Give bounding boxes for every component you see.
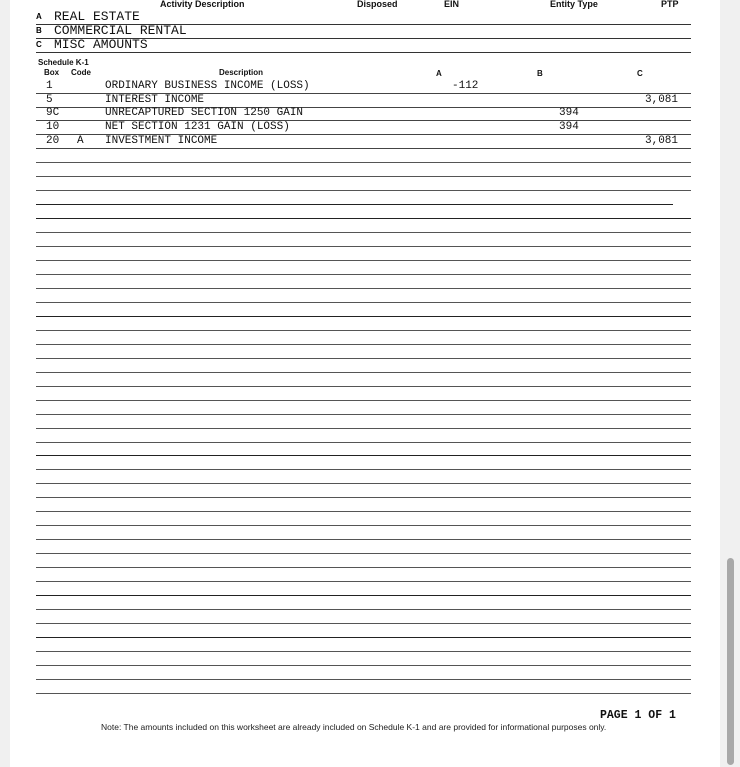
blank-line <box>36 288 691 289</box>
blank-line <box>36 483 691 484</box>
k1-header-a: A <box>436 69 442 78</box>
blank-line <box>36 469 691 470</box>
k1-header-code: Code <box>71 68 91 77</box>
k1-header-c: C <box>637 69 643 78</box>
blank-line <box>36 190 691 191</box>
activity-letter: B <box>36 26 42 35</box>
description-cell: NET SECTION 1231 GAIN (LOSS) <box>105 121 290 133</box>
description-cell: ORDINARY BUSINESS INCOME (LOSS) <box>105 80 310 92</box>
k1-header-b: B <box>537 69 543 78</box>
blank-line <box>36 386 691 387</box>
blank-line <box>36 442 691 443</box>
blank-line <box>36 232 691 233</box>
header-disposed: Disposed <box>357 0 398 9</box>
table-row <box>36 107 691 121</box>
blank-line <box>36 372 691 373</box>
table-row <box>36 80 691 94</box>
blank-line <box>36 581 691 582</box>
blank-line <box>36 455 691 456</box>
box-cell: 9C <box>46 107 60 119</box>
blank-line <box>36 567 691 568</box>
activity-letter: A <box>36 12 42 21</box>
description-cell: UNRECAPTURED SECTION 1250 GAIN <box>105 107 304 119</box>
blank-line <box>36 400 691 401</box>
amount-c-cell: 3,081 <box>645 135 679 147</box>
scrollbar-thumb[interactable] <box>727 558 734 765</box>
blank-line <box>36 344 691 345</box>
worksheet-page <box>10 0 720 767</box>
activity-name: REAL ESTATE <box>54 9 140 24</box>
header-entity-type: Entity Type <box>550 0 598 9</box>
activity-row <box>36 38 691 53</box>
blank-line <box>36 302 691 303</box>
blank-line <box>36 595 691 596</box>
page-number: PAGE 1 OF 1 <box>600 709 676 722</box>
amount-b-cell: 394 <box>559 107 579 119</box>
box-cell: 1 <box>46 80 53 92</box>
blank-line <box>36 428 691 429</box>
blank-line <box>36 274 691 275</box>
table-row <box>36 94 691 108</box>
blank-line <box>36 414 691 415</box>
box-cell: 5 <box>46 94 53 106</box>
blank-line <box>36 553 691 554</box>
blank-line <box>36 511 691 512</box>
header-activity-description: Activity Description <box>160 0 245 9</box>
blank-line <box>36 665 691 666</box>
blank-line <box>36 316 691 317</box>
blank-line <box>36 497 691 498</box>
blank-line <box>36 246 691 247</box>
blank-line <box>36 162 691 163</box>
blank-line <box>36 679 691 680</box>
activity-letter: C <box>36 40 42 49</box>
k1-section-title: Schedule K-1 <box>38 58 89 67</box>
header-ein: EIN <box>444 0 460 9</box>
k1-header-box: Box <box>44 68 60 77</box>
blank-line <box>36 260 691 261</box>
description-cell: INTEREST INCOME <box>105 94 205 106</box>
blank-line <box>36 218 691 219</box>
header-ptp: PTP <box>661 0 679 9</box>
activity-name: MISC AMOUNTS <box>54 37 148 52</box>
blank-line <box>36 330 691 331</box>
amount-b-cell: 394 <box>559 121 579 133</box>
blank-line <box>36 525 691 526</box>
amount-a-cell: -112 <box>452 80 479 92</box>
code-cell: A <box>77 135 84 147</box>
blank-line <box>36 358 691 359</box>
blank-line <box>36 623 691 624</box>
description-cell: INVESTMENT INCOME <box>105 135 218 147</box>
blank-line <box>36 204 673 205</box>
blank-line <box>36 693 691 694</box>
table-row <box>36 121 691 135</box>
box-cell: 10 <box>46 121 60 133</box>
box-cell: 20 <box>46 135 60 147</box>
footer-note: Note: The amounts included on this worksheet are already included on Schedule K-1 and are provided for informational purposes only. <box>101 722 607 732</box>
blank-line <box>36 651 691 652</box>
activity-name: COMMERCIAL RENTAL <box>54 23 187 38</box>
table-row <box>36 135 691 149</box>
amount-c-cell: 3,081 <box>645 94 679 106</box>
blank-line <box>36 609 691 610</box>
blank-line <box>36 176 691 177</box>
k1-header-description: Description <box>219 68 264 77</box>
blank-line <box>36 539 691 540</box>
blank-line <box>36 637 691 638</box>
